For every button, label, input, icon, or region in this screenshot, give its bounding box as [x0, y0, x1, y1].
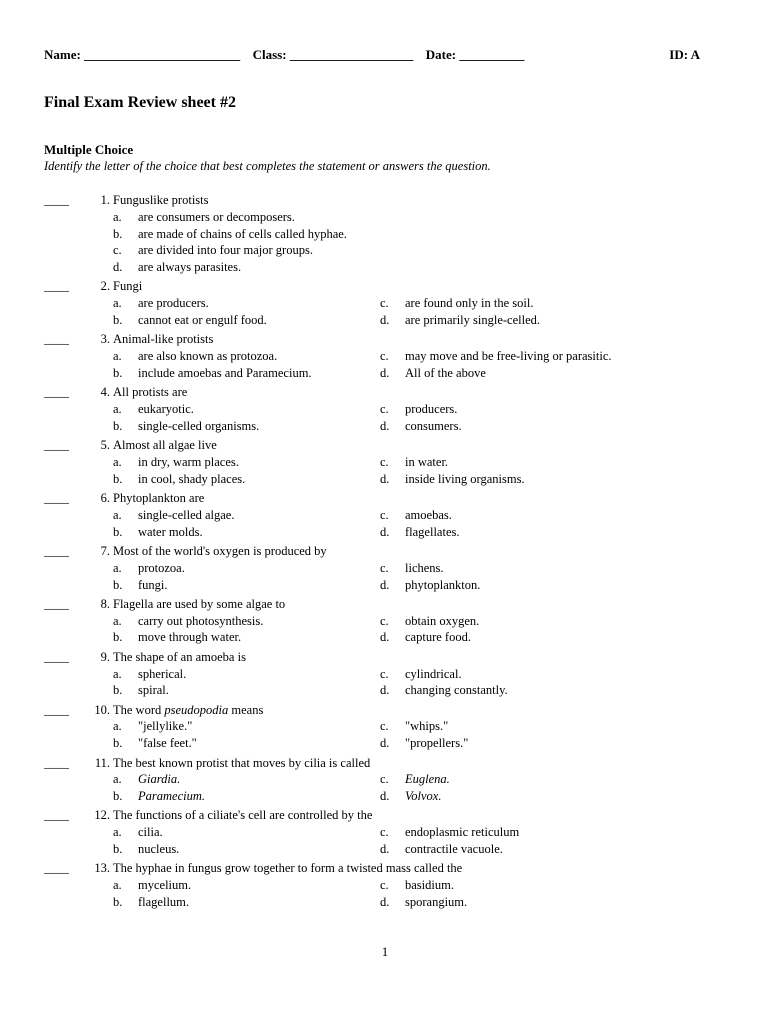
question-number: 7.: [100, 543, 110, 558]
choice-text: capture food.: [405, 630, 471, 645]
answer-blank[interactable]: ____: [44, 702, 69, 717]
choice-text: eukaryotic.: [138, 402, 194, 417]
choice-letter: d.: [113, 260, 123, 275]
question-stem-line: [44, 807, 724, 824]
choice-row: [44, 209, 724, 226]
choice-row: [44, 577, 724, 594]
question-item: [44, 278, 724, 331]
choice-text: in dry, warm places.: [138, 454, 239, 469]
choice-text: single-celled algae.: [138, 507, 235, 522]
choice-text: phytoplankton.: [405, 577, 481, 592]
choice-text: consumers.: [405, 418, 462, 433]
choice-letter: b.: [113, 418, 123, 433]
choice-letter: b.: [113, 471, 123, 486]
choice-letter: d.: [380, 841, 390, 856]
choice-row: [44, 259, 724, 276]
question-stem-line: [44, 755, 724, 772]
choice-text: are primarily single-celled.: [405, 313, 541, 328]
choice-row: [44, 894, 724, 911]
choice-letter: b.: [113, 365, 123, 380]
choice-letter: c.: [380, 560, 389, 575]
exam-id-label: ID: A: [669, 47, 700, 62]
choice-letter: a.: [113, 560, 122, 575]
choice-row: [44, 454, 724, 471]
choice-text: are producers.: [138, 296, 209, 311]
choice-letter: d.: [380, 736, 390, 751]
choice-text: amoebas.: [405, 507, 452, 522]
choice-text: "jellylike.": [138, 719, 193, 734]
question-stem: The hyphae in fungus grow together to form a twisted mass called the: [113, 861, 463, 876]
question-item: [44, 331, 724, 384]
question-stem-line: [44, 384, 724, 401]
page-title: Final Exam Review sheet #2: [44, 94, 236, 111]
question-number: 4.: [100, 385, 110, 400]
choice-letter: a.: [113, 613, 122, 628]
question-stem-line: [44, 437, 724, 454]
question-stem-line: [44, 649, 724, 666]
question-stem-line: [44, 702, 724, 719]
answer-blank[interactable]: ____: [44, 861, 69, 876]
choice-text: are divided into four major groups.: [138, 243, 313, 258]
question-stem-line: [44, 192, 724, 209]
question-stem-part: means: [228, 702, 264, 717]
student-info-header: [44, 47, 700, 63]
choice-text: mycelium.: [138, 878, 192, 893]
choice-text: flagellates.: [405, 524, 460, 539]
choice-text: are also known as protozoa.: [138, 349, 278, 364]
choice-letter: d.: [380, 313, 390, 328]
question-stem: The shape of an amoeba is: [113, 649, 246, 664]
question-number: 11.: [94, 755, 110, 770]
choice-letter: a.: [113, 402, 122, 417]
question-stem: All protists are: [113, 385, 188, 400]
question-stem-line: [44, 596, 724, 613]
choice-letter: b.: [113, 841, 123, 856]
choice-text: carry out photosynthesis.: [138, 613, 264, 628]
question-item: [44, 192, 724, 278]
question-stem: Flagella are used by some algae to: [113, 596, 286, 611]
choice-letter: b.: [113, 524, 123, 539]
choice-text: protozoa.: [138, 560, 185, 575]
answer-blank[interactable]: ____: [44, 649, 69, 664]
choice-letter: c.: [380, 825, 389, 840]
choice-letter: b.: [113, 226, 123, 241]
question-stem-line: [44, 278, 724, 295]
choice-letter: c.: [380, 454, 389, 469]
choice-row: [44, 524, 724, 541]
question-stem-line: [44, 860, 724, 877]
question-stem-line: [44, 490, 724, 507]
choice-text: "whips.": [405, 719, 449, 734]
choice-text: obtain oxygen.: [405, 613, 480, 628]
question-stem: Fungi: [113, 279, 143, 294]
question-number: 12.: [94, 808, 110, 823]
choice-text: "false feet.": [138, 736, 197, 751]
choice-text: in cool, shady places.: [138, 471, 246, 486]
choice-letter: d.: [380, 683, 390, 698]
choice-letter: d.: [380, 365, 390, 380]
question-number: 6.: [100, 491, 110, 506]
choice-row: [44, 718, 724, 735]
choice-text: may move and be free-living or parasitic.: [405, 349, 612, 364]
choice-letter: b.: [113, 313, 123, 328]
choice-letter: a.: [113, 878, 122, 893]
question-item: [44, 543, 724, 596]
choice-row: [44, 771, 724, 788]
answer-blank[interactable]: ____: [44, 193, 69, 207]
choice-text: spiral.: [138, 683, 169, 698]
answer-blank[interactable]: ____: [44, 332, 69, 347]
choice-text: All of the above: [405, 365, 486, 380]
choice-letter: a.: [113, 825, 122, 840]
instructions-text: Identify the letter of the choice that best completes the statement or answers the question.: [44, 159, 491, 173]
choice-letter: c.: [380, 613, 389, 628]
choice-letter: c.: [380, 878, 389, 893]
choice-row: [44, 877, 724, 894]
choice-letter: c.: [113, 243, 122, 258]
choice-letter: b.: [113, 736, 123, 751]
class-field-label: Class: ___________________: [252, 47, 414, 62]
answer-blank[interactable]: ____: [44, 438, 69, 453]
choice-row: [44, 401, 724, 418]
question-stem-line: [44, 331, 724, 348]
section-heading: Multiple Choice: [44, 142, 134, 157]
answer-blank[interactable]: ____: [44, 491, 69, 506]
question-item: [44, 755, 724, 808]
question-number: 8.: [100, 596, 110, 611]
choice-text: include amoebas and Paramecium.: [138, 365, 312, 380]
choice-letter: a.: [113, 209, 122, 224]
choice-letter: d.: [380, 418, 390, 433]
choice-letter: d.: [380, 789, 390, 804]
choice-row: [44, 613, 724, 630]
choice-letter: b.: [113, 577, 123, 592]
question-number: 5.: [100, 438, 110, 453]
choice-letter: d.: [380, 894, 390, 909]
choice-text: move through water.: [138, 630, 242, 645]
question-stem: [113, 702, 263, 719]
question-list: [44, 192, 724, 913]
choice-letter: b.: [113, 789, 123, 804]
choice-text: are found only in the soil.: [405, 296, 534, 311]
question-stem-term: pseudopodia: [164, 702, 229, 717]
choice-letter: d.: [380, 577, 390, 592]
answer-blank[interactable]: ____: [44, 543, 69, 558]
choice-row: [44, 365, 724, 382]
choice-letter: c.: [380, 507, 389, 522]
choice-text: inside living organisms.: [405, 471, 525, 486]
choice-letter: c.: [380, 719, 389, 734]
choice-letter: a.: [113, 772, 122, 787]
choice-letter: b.: [113, 683, 123, 698]
choice-letter: a.: [113, 349, 122, 364]
choice-letter: a.: [113, 454, 122, 469]
choice-letter: b.: [113, 630, 123, 645]
choice-row: [44, 682, 724, 699]
choice-text: are consumers or decomposers.: [138, 209, 295, 224]
choice-row: [44, 735, 724, 752]
choice-text: "propellers.": [405, 736, 469, 751]
choice-letter: d.: [380, 471, 390, 486]
name-field-label: Name: ________________________: [44, 47, 241, 62]
answer-blank[interactable]: ____: [44, 596, 69, 611]
choice-letter: c.: [380, 296, 389, 311]
choice-row: [44, 312, 724, 329]
question-stem-part: The word: [113, 702, 165, 717]
choice-row: [44, 226, 724, 243]
choice-text: in water.: [405, 454, 449, 469]
choice-row: [44, 348, 724, 365]
question-stem: Animal-like protists: [113, 332, 214, 347]
choice-text: single-celled organisms.: [138, 418, 260, 433]
choice-row: [44, 560, 724, 577]
question-stem: Funguslike protists: [113, 193, 209, 207]
question-item: [44, 437, 724, 490]
choice-letter: c.: [380, 349, 389, 364]
choice-letter: a.: [113, 719, 122, 734]
question-item: [44, 807, 724, 860]
choice-text: endoplasmic reticulum: [405, 825, 520, 840]
choice-row: [44, 824, 724, 841]
choice-text: cylindrical.: [405, 666, 462, 681]
question-number: 13.: [94, 861, 110, 876]
question-item: [44, 384, 724, 437]
answer-blank[interactable]: ____: [44, 385, 69, 400]
question-stem: Most of the world's oxygen is produced by: [113, 543, 327, 558]
choice-letter: a.: [113, 507, 122, 522]
choice-row: [44, 242, 724, 259]
question-stem-line: [44, 543, 724, 560]
question-number: 9.: [100, 649, 110, 664]
answer-blank[interactable]: ____: [44, 755, 69, 770]
choice-text: lichens.: [405, 560, 444, 575]
choice-text: Giardia.: [138, 772, 181, 787]
choice-row: [44, 788, 724, 805]
choice-letter: c.: [380, 666, 389, 681]
question-item: [44, 649, 724, 702]
choice-row: [44, 629, 724, 646]
question-item: [44, 702, 724, 755]
question-number: 1.: [100, 193, 110, 207]
page-number: 1: [381, 944, 389, 959]
choice-row: [44, 666, 724, 683]
choice-text: fungi.: [138, 577, 168, 592]
choice-text: are made of chains of cells called hyphae.: [138, 226, 347, 241]
choice-text: cannot eat or engulf food.: [138, 313, 267, 328]
choice-row: [44, 295, 724, 312]
answer-blank[interactable]: ____: [44, 279, 69, 294]
question-number: 10.: [94, 702, 110, 717]
answer-blank[interactable]: ____: [44, 808, 69, 823]
question-stem: Almost all algae live: [113, 438, 217, 453]
question-item: [44, 596, 724, 649]
choice-text: changing constantly.: [405, 683, 508, 698]
question-number: 3.: [100, 332, 110, 347]
choice-letter: d.: [380, 630, 390, 645]
choice-row: [44, 507, 724, 524]
choice-row: [44, 471, 724, 488]
choice-text: spherical.: [138, 666, 187, 681]
choice-letter: c.: [380, 772, 389, 787]
question-stem: The best known protist that moves by cilia is called: [113, 755, 371, 770]
choice-row: [44, 841, 724, 858]
choice-text: flagellum.: [138, 894, 190, 909]
question-item: [44, 860, 724, 913]
question-item: [44, 490, 724, 543]
question-stem: Phytoplankton are: [113, 491, 205, 506]
question-stem: The functions of a ciliate's cell are controlled by the: [113, 808, 373, 823]
choice-letter: a.: [113, 296, 122, 311]
choice-text: Volvox.: [405, 789, 442, 804]
choice-text: contractile vacuole.: [405, 841, 503, 856]
choice-text: basidium.: [405, 878, 454, 893]
choice-text: water molds.: [138, 524, 203, 539]
date-field-label: Date: __________: [425, 47, 525, 62]
choice-text: producers.: [405, 402, 458, 417]
choice-letter: c.: [380, 402, 389, 417]
question-number: 2.: [100, 279, 110, 294]
choice-text: Euglena.: [405, 772, 450, 787]
choice-text: Paramecium.: [138, 789, 205, 804]
choice-letter: a.: [113, 666, 122, 681]
choice-text: nucleus.: [138, 841, 180, 856]
choice-row: [44, 418, 724, 435]
choice-letter: d.: [380, 524, 390, 539]
choice-text: sporangium.: [405, 894, 468, 909]
choice-letter: b.: [113, 894, 123, 909]
choice-text: are always parasites.: [138, 260, 242, 275]
choice-text: cilia.: [138, 825, 163, 840]
